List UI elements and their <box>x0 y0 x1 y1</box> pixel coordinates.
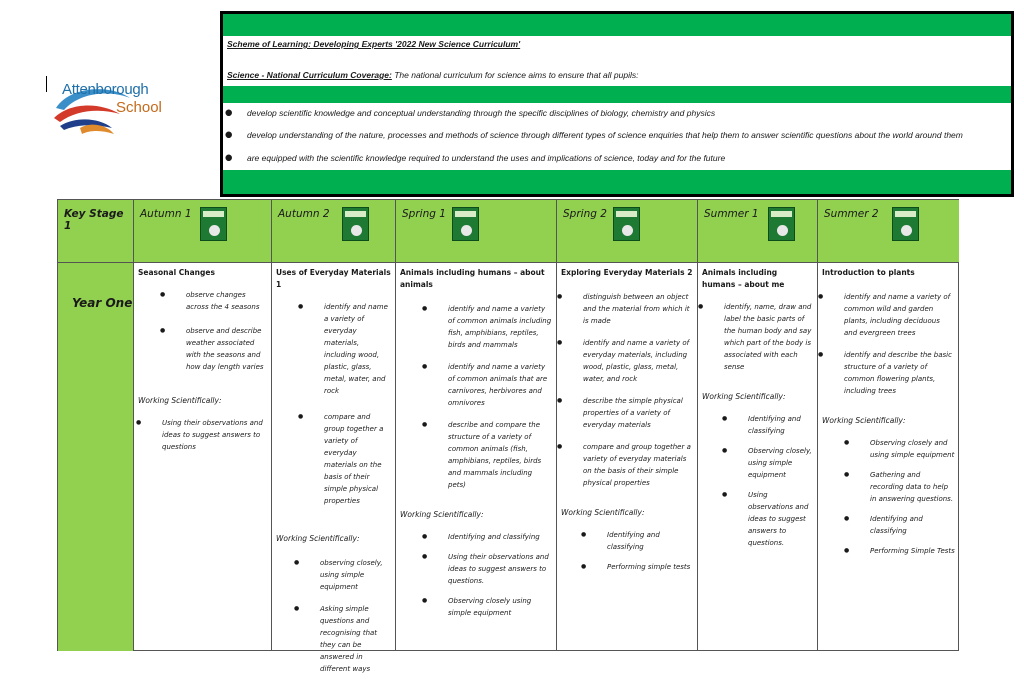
scheme-title: Scheme of Learning: Developing Experts '2022 New Science Curriculum' <box>227 39 521 49</box>
aim-bullet-1: develop scientific knowledge and conceptual understanding through the specific disciplines of biology, chemistry and physics <box>247 108 716 118</box>
term-header-autumn-1 <box>134 200 272 263</box>
topic-title: Introduction to plants <box>822 268 915 277</box>
objective-item: ● describe the simple physical properties of a variety of everyday materials <box>583 395 693 431</box>
term-header-summer-1 <box>698 200 818 263</box>
objective-item: ● observe and describe weather associated with the seasons and how day length varies <box>186 325 267 373</box>
curriculum-table <box>57 199 959 673</box>
bullet-icon: ● <box>225 130 233 140</box>
curriculum-header <box>220 11 1014 197</box>
topic-book-icon <box>892 207 919 241</box>
term-label: Spring 2 <box>563 208 607 220</box>
working-scientifically-title: Working Scientifically: <box>276 534 360 543</box>
term-label: Autumn 2 <box>278 208 330 220</box>
bullet-icon: ● <box>225 153 233 163</box>
column-autumn-1 <box>134 263 272 651</box>
topic-book-icon <box>452 207 479 241</box>
term-header-spring-1 <box>396 200 557 263</box>
aim-bullet-2: develop understanding of the nature, processes and methods of science through different types of science enquiries that help them to answer scientific questions about the world around them <box>247 130 963 140</box>
logo-text-name: Attenborough <box>62 81 149 98</box>
objective-item: ● identify and describe the basic structure of a variety of common flowering plants, including trees <box>844 349 955 397</box>
objective-item: ● identify and name a variety of common wild and garden plants, including deciduous and evergreen trees <box>844 291 955 339</box>
coverage-line <box>227 70 638 80</box>
ws-item: ● observing closely, using simple equipment <box>320 557 391 593</box>
ws-item: ● Observing closely using simple equipment <box>448 595 552 619</box>
topic-book-icon <box>342 207 369 241</box>
key-stage-header: Key Stage 1 <box>58 200 134 263</box>
objective-item: ● compare and group together a variety of everyday materials on the basis of their simple physical properties <box>583 441 693 489</box>
year-cell <box>58 263 134 651</box>
objective-item: ● identify and name a variety of everyday materials, including wood, plastic, glass, metal, water, and rock <box>583 337 693 385</box>
ws-item: ● Observing closely and using simple equipment <box>870 437 955 461</box>
term-header-summer-2 <box>818 200 959 263</box>
objective-item: ● observe changes across the 4 seasons <box>186 289 267 313</box>
topic-title: Animals including humans – about animals <box>400 268 545 289</box>
working-scientifically-title: Working Scientifically: <box>702 392 786 401</box>
term-label: Summer 1 <box>704 208 759 220</box>
topic-book-icon <box>200 207 227 241</box>
objective-item: ● compare and group together a variety of everyday materials on the basis of their simple physical properties <box>324 411 391 507</box>
topic-title: Uses of Everyday Materials 1 <box>276 268 391 289</box>
topic-title: Seasonal Changes <box>138 268 215 277</box>
ws-item: ● Performing simple tests <box>607 561 693 573</box>
column-spring-1 <box>396 263 557 651</box>
column-summer-2 <box>818 263 959 651</box>
year-label: Year One <box>72 296 133 310</box>
objective-item: ● describe and compare the structure of a variety of common animals (fish, amphibians, reptiles, birds and mammals including pets) <box>448 419 552 491</box>
ws-item: ● Identifying and classifying <box>607 529 693 553</box>
ws-item: ● Identifying and classifying <box>748 413 813 437</box>
working-scientifically-title: Working Scientifically: <box>822 416 906 425</box>
objective-item: ● identify, name, draw and label the basic parts of the human body and say which part of the body is associated with each sense <box>724 301 813 373</box>
column-summer-1 <box>698 263 818 651</box>
ws-item: ● Using their observations and ideas to suggest answers to questions <box>162 417 267 453</box>
working-scientifically-title: Working Scientifically: <box>138 396 222 405</box>
topic-title: Animals including humans – about me <box>702 268 785 289</box>
topic-book-icon <box>613 207 640 241</box>
bullet-icon: ● <box>225 108 233 118</box>
term-header-spring-2 <box>557 200 698 263</box>
objective-item: ● identify and name a variety of common animals including fish, amphibians, reptiles, birds and mammals <box>448 303 552 351</box>
working-scientifically-title: Working Scientifically: <box>561 508 645 517</box>
logo-text-school: School <box>116 99 162 116</box>
text-cursor <box>46 76 47 92</box>
term-label: Summer 2 <box>824 208 879 220</box>
column-autumn-2 <box>272 263 396 673</box>
coverage-label: Science - National Curriculum Coverage: <box>227 70 392 80</box>
aim-bullet-3: are equipped with the scientific knowledge required to understand the uses and implications of science, today and for the future <box>247 153 726 163</box>
ws-item: ● Identifying and classifying <box>448 531 552 543</box>
objective-item: ● identify and name a variety of everyday materials, including wood, plastic, glass, metal, water, and rock <box>324 301 391 397</box>
ws-item: ● Identifying and classifying <box>870 513 955 537</box>
coverage-text: The national curriculum for science aims to ensure that all pupils: <box>391 70 639 80</box>
term-header-autumn-2 <box>272 200 396 263</box>
ws-item: ● Using observations and ideas to suggest answers to questions. <box>748 489 813 549</box>
column-spring-2 <box>557 263 698 651</box>
ws-item: ● Performing Simple Tests <box>870 545 955 557</box>
topic-title: Exploring Everyday Materials 2 <box>561 268 693 277</box>
ws-item: ● Asking simple questions and recognising that they can be answered in different ways <box>320 603 391 675</box>
objective-item: ● distinguish between an object and the material from which it is made <box>583 291 693 327</box>
working-scientifically-title: Working Scientifically: <box>400 510 484 519</box>
ws-item: ● Gathering and recording data to help in answering questions. <box>870 469 955 505</box>
ws-item: ● Using their observations and ideas to suggest answers to questions. <box>448 551 552 587</box>
topic-book-icon <box>768 207 795 241</box>
ws-item: ● Observing closely, using simple equipment <box>748 445 813 481</box>
objective-item: ● identify and name a variety of common animals that are carnivores, herbivores and omnivores <box>448 361 552 409</box>
term-label: Autumn 1 <box>140 208 192 220</box>
term-label: Spring 1 <box>402 208 446 220</box>
